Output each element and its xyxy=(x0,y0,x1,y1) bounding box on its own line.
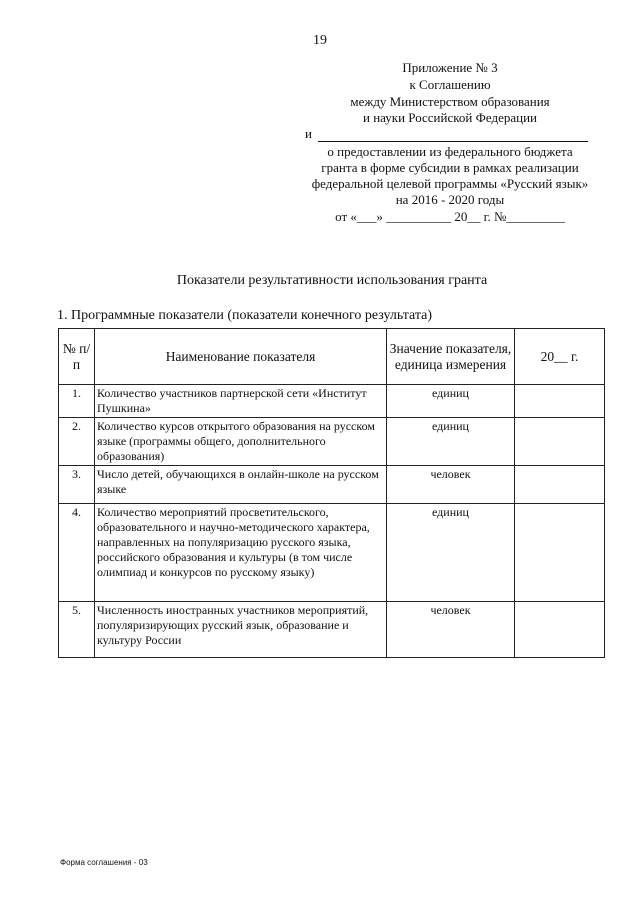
row-unit: единиц xyxy=(387,385,515,418)
appendix-subject-line-2: гранта в форме субсидии в рамках реализации xyxy=(321,160,579,175)
appendix-party-line xyxy=(305,126,590,142)
header-num: № п/п xyxy=(59,329,95,385)
page-number: 19 xyxy=(313,33,327,48)
header-value: Значение показателя, единица измерения xyxy=(387,329,515,385)
row-unit: человек xyxy=(387,466,515,504)
row-num: 3. xyxy=(59,466,95,504)
footer-form-note: Форма соглашения - 03 xyxy=(60,858,148,867)
row-year-value xyxy=(515,418,605,466)
row-unit: человек xyxy=(387,602,515,658)
header-name: Наименование показателя xyxy=(95,329,387,385)
document-title: Показатели результативности использования гранта xyxy=(176,273,488,288)
row-num: 2. xyxy=(59,418,95,466)
row-num: 4. xyxy=(59,504,95,602)
table-row xyxy=(59,504,605,602)
table-row xyxy=(59,466,605,504)
appendix-date-number: от «___» __________ 20__ г. №_________ xyxy=(335,209,565,224)
appendix-subject-line-3: федеральной целевой программы «Русский язык» xyxy=(311,176,589,191)
row-num: 5. xyxy=(59,602,95,658)
row-year-value xyxy=(515,602,605,658)
appendix-period: на 2016 - 2020 годы xyxy=(395,192,505,207)
header-year: 20__ г. xyxy=(515,329,605,385)
section-heading: 1. Программные показатели (показатели конечного результата) xyxy=(57,308,433,323)
party-name-blank xyxy=(318,129,588,142)
table-row xyxy=(59,418,605,466)
appendix-subject-line-1: о предоставлении из федерального бюджета xyxy=(327,144,573,159)
appendix-ministry-line: между Министерством образования xyxy=(350,94,550,109)
table-header-row xyxy=(59,329,605,385)
appendix-party-prefix: и xyxy=(305,126,312,141)
indicators-table xyxy=(58,328,605,658)
row-indicator-name: Численность иностранных участников мероприятий, популяризирующих русский язык, образование и культуру России xyxy=(95,602,387,658)
row-year-value xyxy=(515,504,605,602)
row-indicator-name: Число детей, обучающихся в онлайн-школе на русском языке xyxy=(95,466,387,504)
appendix-ministry-line-2: и науки Российской Федерации xyxy=(362,110,537,125)
row-indicator-name: Количество участников партнерской сети «Институт Пушкина» xyxy=(95,385,387,418)
appendix-agreement-ref: к Соглашению xyxy=(409,77,491,92)
table-row xyxy=(59,602,605,658)
row-year-value xyxy=(515,466,605,504)
row-num: 1. xyxy=(59,385,95,418)
row-year-value xyxy=(515,385,605,418)
row-unit: единиц xyxy=(387,418,515,466)
row-unit: единиц xyxy=(387,504,515,602)
row-indicator-name: Количество курсов открытого образования на русском языке (программы общего, дополнительного образования) xyxy=(95,418,387,466)
table-row xyxy=(59,385,605,418)
appendix-number: Приложение № 3 xyxy=(402,60,498,75)
row-indicator-name: Количество мероприятий просветительского, образовательного и научно-методического характера, направленных на популяризацию русского языка, российского образования и культуры (в том числе олимпиад и конкурсов по русскому языку) xyxy=(95,504,387,602)
